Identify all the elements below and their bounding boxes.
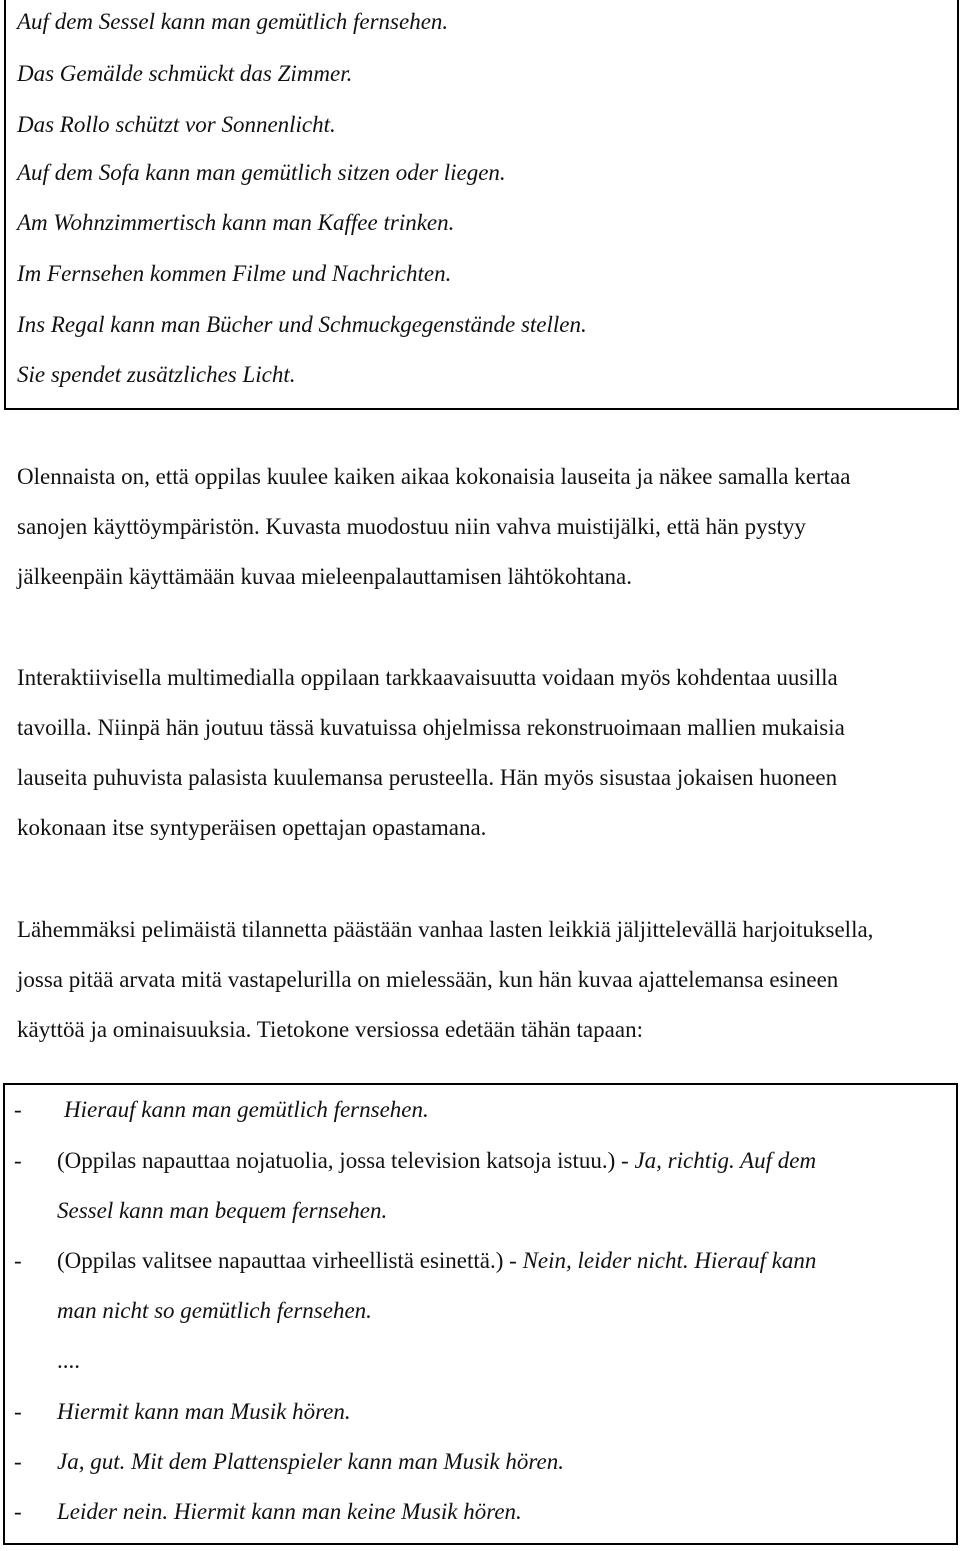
dialog-item-6: Leider nein. Hiermit kann man keine Musik hören. (57, 1499, 522, 1524)
dialog-item-3 (57, 1249, 816, 1272)
dialog-item-2-instruction: (Oppilas napauttaa nojatuolia, jossa television katsoja istuu.) - (57, 1148, 635, 1173)
dialog-item-3-continuation: man nicht so gemütlich fernsehen. (57, 1298, 372, 1323)
sentence-line: Sie spendet zusätzliches Licht. (17, 362, 296, 387)
dialog-item-4: Hiermit kann man Musik hören. (57, 1399, 351, 1424)
dialog-item-3-instruction: (Oppilas valitsee napauttaa virheellistä esinettä.) - (57, 1248, 523, 1273)
sentence-line: Im Fernsehen kommen Filme und Nachrichten. (17, 261, 452, 286)
sentence-line: Am Wohnzimmertisch kann man Kaffee trinken. (17, 210, 455, 235)
sentence-line: Das Gemälde schmückt das Zimmer. (17, 61, 353, 86)
dialog-item-2-continuation: Sessel kann man bequem fernsehen. (57, 1198, 388, 1223)
paragraph-2-line-2: tavoilla. Niinpä hän joutuu tässä kuvatuissa ohjelmissa rekonstruoimaan mallien mukaisia (17, 715, 845, 740)
sentence-line: Auf dem Sofa kann man gemütlich sitzen oder liegen. (17, 160, 506, 185)
list-dash: - (14, 1499, 22, 1524)
dialog-item-5: Ja, gut. Mit dem Plattenspieler kann man Musik hören. (57, 1449, 564, 1474)
paragraph-3-line-1: Lähemmäksi pelimäistä tilannetta päästään vanhaa lasten leikkiä jäljittelevällä harjoituksella, (17, 917, 874, 942)
paragraph-2-line-4: kokonaan itse syntyperäisen opettajan opastamana. (17, 815, 487, 840)
dialog-item-2 (57, 1149, 816, 1172)
paragraph-1-line-3: jälkeenpäin käyttämään kuvaa mieleenpalauttamisen lähtökohtana. (17, 564, 633, 589)
sentence-line: Das Rollo schützt vor Sonnenlicht. (17, 112, 336, 137)
paragraph-3-line-3: käyttöä ja ominaisuuksia. Tietokone versiossa edetään tähän tapaan: (17, 1017, 643, 1042)
list-dash: - (14, 1148, 22, 1173)
sentence-line: Ins Regal kann man Bücher und Schmuckgegenstände stellen. (17, 312, 587, 337)
dialog-item-3-response: Nein, leider nicht. Hierauf kann (522, 1248, 817, 1273)
dialog-item-2-response: Ja, richtig. Auf dem (634, 1148, 817, 1173)
paragraph-1-line-1: Olennaista on, että oppilas kuulee kaiken aikaa kokonaisia lauseita ja näkee samalla kertaa (17, 464, 851, 489)
sentence-line: Auf dem Sessel kann man gemütlich fernsehen. (17, 9, 449, 34)
ellipsis: .... (57, 1348, 80, 1373)
list-dash: - (14, 1449, 22, 1474)
paragraph-1-line-2: sanojen käyttöympäristön. Kuvasta muodostuu niin vahva muistijälki, että hän pystyy (17, 514, 806, 539)
dialog-item-1: Hierauf kann man gemütlich fernsehen. (64, 1097, 429, 1122)
paragraph-3-line-2: jossa pitää arvata mitä vastapelurilla on mielessään, kun hän kuvaa ajattelemansa esineen (17, 967, 839, 992)
list-dash: - (14, 1248, 22, 1273)
list-dash: - (14, 1097, 22, 1122)
paragraph-2-line-1: Interaktiivisella multimedialla oppilaan tarkkaavaisuutta voidaan myös kohdentaa uusilla (17, 665, 838, 690)
paragraph-2-line-3: lauseita puhuvista palasista kuulemansa perusteella. Hän myös sisustaa jokaisen huoneen (17, 765, 838, 790)
list-dash: - (14, 1399, 22, 1424)
